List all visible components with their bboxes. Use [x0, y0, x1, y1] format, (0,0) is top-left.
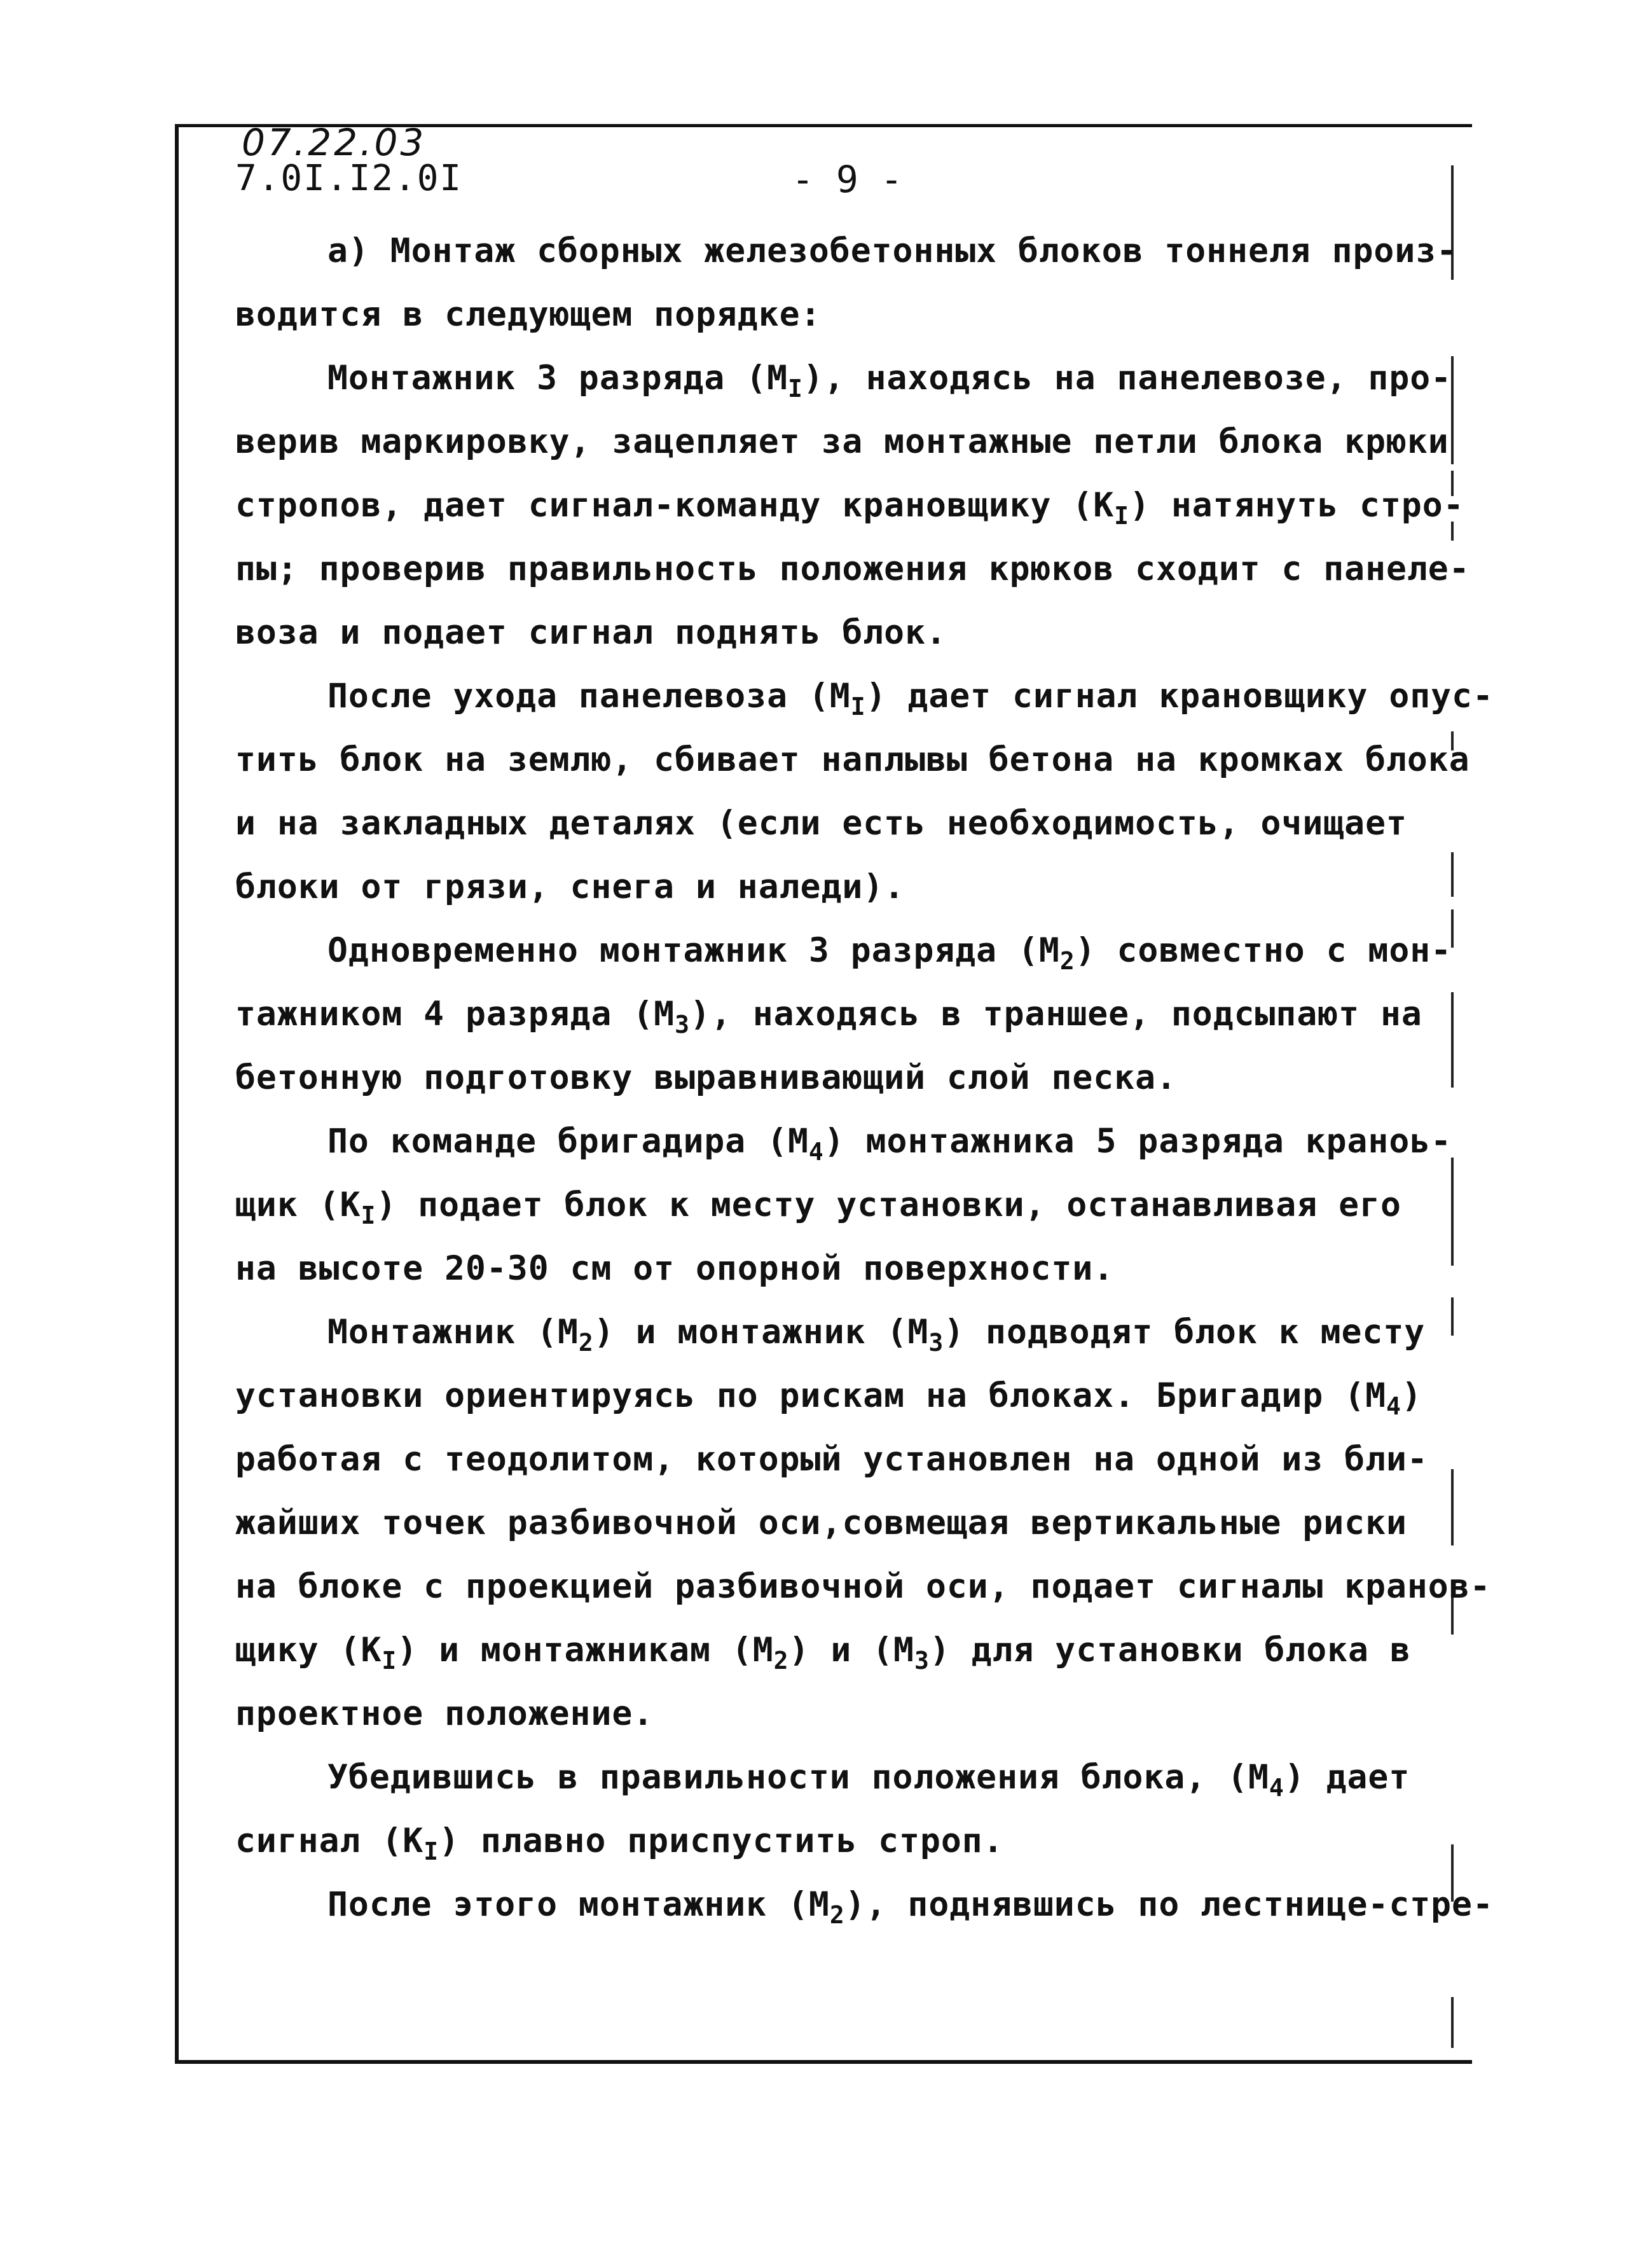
subscript: I [361, 1201, 376, 1229]
paragraph [235, 1873, 1494, 1937]
text-segment: блоки от грязи, снега и наледи). [235, 868, 905, 906]
paragraph [235, 219, 1458, 347]
text-segment: Одновременно монтажник 3 разряда (М [327, 931, 1060, 970]
subscript: 2 [773, 1647, 789, 1675]
text-line [235, 347, 1452, 410]
paragraph [235, 1746, 1431, 1873]
text-line [235, 1491, 1431, 1555]
subscript: 4 [808, 1138, 824, 1166]
subscript: I [850, 693, 866, 721]
text-segment: щик (К [235, 1186, 361, 1224]
paragraph [235, 1110, 1452, 1301]
paragraph [235, 347, 1470, 665]
subscript: 2 [1059, 947, 1075, 975]
text-segment: тить блок на землю, сбивает наплывы бетона на кромках блока [235, 740, 1470, 779]
text-line [235, 1364, 1431, 1428]
text-segment: ) и монтажникам (М [397, 1631, 774, 1670]
text-line [235, 1046, 1431, 1110]
text-segment: на блоке с проекцией разбивочной оси, подает сигналы кранов- [235, 1567, 1491, 1606]
paragraph [235, 1301, 1491, 1746]
text-line [235, 1301, 1431, 1364]
subscript: 4 [1386, 1392, 1401, 1420]
text-segment: а) Монтаж сборных железобетонных блоков тоннеля произ- [327, 232, 1458, 270]
text-segment: По команде бригадира (М [327, 1122, 809, 1161]
subscript: 3 [914, 1647, 930, 1675]
subscript: I [788, 375, 803, 403]
text-line [235, 1237, 1431, 1301]
text-line [235, 410, 1449, 474]
text-line [235, 665, 1494, 728]
text-segment: и на закладных деталях (если есть необходимость, очищает [235, 804, 1407, 843]
text-segment: ) натянуть стро- [1129, 486, 1464, 525]
text-line [235, 1746, 1431, 1809]
text-line [235, 283, 1431, 347]
text-segment: сигнал (К [235, 1822, 424, 1860]
text-segment: работая с теодолитом, который установлен на одной из бли- [235, 1440, 1428, 1479]
text-segment: тажником 4 разряда (М [235, 995, 675, 1034]
text-segment: на высоте 20-30 см от опорной поверхности. [235, 1249, 1115, 1288]
text-line [235, 474, 1464, 537]
text-segment: ) [1401, 1376, 1422, 1415]
text-segment: ) дает [1284, 1758, 1410, 1797]
text-segment: ) монтажника 5 разряда краноь- [823, 1122, 1452, 1161]
paragraph [235, 919, 1452, 1110]
text-segment: воза и подает сигнал поднять блок. [235, 613, 947, 652]
text-line [235, 919, 1452, 983]
text-segment: ) подает блок к месту установки, останавливая его [376, 1186, 1401, 1224]
text-line [235, 601, 1431, 665]
right-margin-marks [1451, 165, 1457, 2048]
text-segment: проектное положение. [235, 1694, 654, 1733]
text-segment: верив маркировку, зацепляет за монтажные петли блока крюки [235, 422, 1449, 461]
text-line [235, 1682, 1431, 1746]
subscript: 4 [1269, 1774, 1284, 1802]
text-segment: жайших точек разбивочной оси,совмещая вертикальные риски [235, 1504, 1407, 1542]
text-line [235, 728, 1470, 792]
text-segment: ), находясь в траншее, подсыпают на [689, 995, 1422, 1034]
text-segment: Монтажник (М [327, 1313, 579, 1352]
text-segment: Монтажник 3 разряда (М [327, 359, 788, 398]
text-line [235, 792, 1431, 855]
text-segment: ), находясь на панелевозе, про- [802, 359, 1452, 398]
subscript: I [423, 1837, 439, 1865]
text-segment: ) подводят блок к месту [944, 1313, 1426, 1352]
text-segment: бетонную подготовку выравнивающий слой песка. [235, 1058, 1177, 1097]
text-line [235, 1809, 1431, 1873]
page-number: - 9 - [792, 158, 903, 201]
text-line [235, 855, 1431, 919]
text-line [235, 1873, 1494, 1937]
subscript: I [1114, 502, 1130, 530]
text-segment: ) плавно приспустить строп. [439, 1822, 1004, 1860]
text-segment: ) и монтажник (М [593, 1313, 929, 1352]
text-segment: ) для установки блока в [929, 1631, 1411, 1670]
text-line [235, 1173, 1431, 1237]
subscript: I [382, 1647, 397, 1675]
text-line [235, 983, 1431, 1046]
document-body [235, 219, 1494, 1937]
text-line [235, 1428, 1431, 1491]
text-line [235, 1555, 1491, 1619]
text-segment: водится в следующем порядке: [235, 295, 822, 334]
text-segment: ) и (М [788, 1631, 914, 1670]
text-segment: стропов, дает сигнал-команду крановщику (К [235, 486, 1115, 525]
text-segment: пы; проверив правильность положения крюков сходит с панеле- [235, 550, 1470, 588]
subscript: 3 [928, 1329, 944, 1357]
text-segment: щику (К [235, 1631, 382, 1670]
subscript: 2 [578, 1329, 594, 1357]
text-segment: После этого монтажник (М [327, 1885, 830, 1924]
text-line [235, 1619, 1431, 1682]
handwritten-code: 07.22.03 [242, 121, 427, 164]
text-line [235, 1110, 1452, 1173]
subscript: 2 [829, 1901, 845, 1929]
text-segment: Убедившись в правильности положения блока, (М [327, 1758, 1269, 1797]
paragraph [235, 665, 1494, 919]
subscript: 3 [675, 1011, 690, 1039]
text-segment: ) совместно с мон- [1075, 931, 1452, 970]
document-code: 7.0I.I2.0I [235, 158, 463, 199]
text-segment: ), поднявшись по лестнице-стре- [844, 1885, 1494, 1924]
text-segment: ) дает сигнал крановщику опус- [865, 677, 1494, 716]
text-segment: После ухода панелевоза (М [327, 677, 851, 716]
text-line [235, 537, 1470, 601]
text-line [235, 219, 1458, 283]
text-segment: установки ориентируясь по рискам на блоках. Бригадир (М [235, 1376, 1386, 1415]
